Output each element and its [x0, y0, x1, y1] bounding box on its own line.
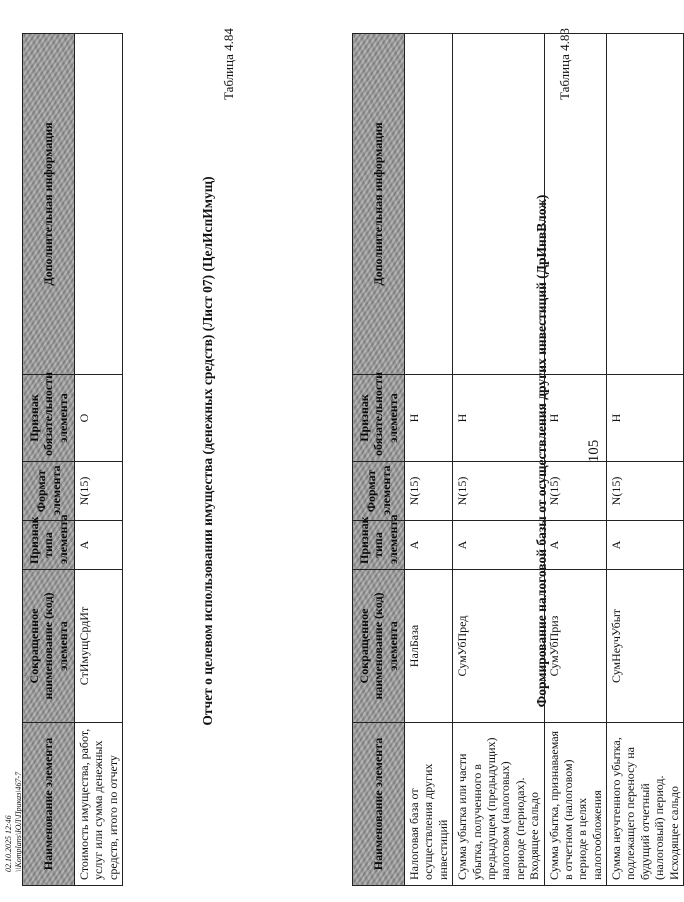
table-caption: Отчет о целевом использовании имущества (денежных средств) (Лист 07) (ЦелИспИмущ): [200, 176, 215, 726]
table-cell: О: [75, 375, 123, 462]
column-header: Признак типа элемента: [353, 521, 405, 570]
table-cell: А: [453, 521, 544, 570]
column-header: Признак обязательности элемента: [353, 375, 405, 462]
table-cell: [453, 34, 544, 375]
column-header: Формат элемента: [353, 462, 405, 521]
table-cell: СумУбПред: [453, 570, 544, 723]
table-row: [405, 34, 453, 886]
footer-timestamp: 02.10.2025 12:46: [4, 815, 13, 872]
table-cell: N(15): [544, 462, 607, 521]
table-cell: Н: [544, 375, 607, 462]
table-cell: Сумма убытка, признаваемая в отчетном (налоговом) периоде в целях налогообложения: [544, 723, 607, 886]
column-header: Сокращенное наименование (код) элемента: [23, 570, 75, 723]
column-header: Наименование элемента: [353, 723, 405, 886]
table-cell: А: [405, 521, 453, 570]
table-cell: N(15): [405, 462, 453, 521]
table-cell: N(15): [75, 462, 123, 521]
table-cell: Сумма убытка или части убытка, полученного в предыдущем (предыдущих) налоговом (налоговых) периоде (периодах). Входящее сальдо: [453, 723, 544, 886]
table-row: [75, 34, 123, 886]
table-row: [453, 34, 544, 886]
footer-path: \\Komplans\ЮЛ\Приказ\467-7: [13, 771, 23, 872]
data-table: [22, 33, 123, 886]
column-header: Наименование элемента: [23, 723, 75, 886]
table-cell: СумУбПриз: [544, 570, 607, 723]
table-cell: Н: [453, 375, 544, 462]
table-header-row: [353, 34, 405, 886]
table-cell: [75, 34, 123, 375]
table-caption: Формирование налоговой базы от осуществления других инвестиций (ДрИнвВлож): [534, 194, 549, 708]
column-header: Дополнительная информация: [23, 34, 75, 375]
table-cell: [544, 34, 607, 375]
table-cell: А: [75, 521, 123, 570]
table-cell: [405, 34, 453, 375]
table-label: Таблица 4.83: [557, 28, 572, 100]
table-header-row: [23, 34, 75, 886]
table-cell: СтИмущСрдИт: [75, 570, 123, 723]
table-cell: Налоговая база от осуществления других инвестиций: [405, 723, 453, 886]
table-row: [544, 34, 607, 886]
page-number: 105: [586, 439, 602, 463]
table-cell: Н: [607, 375, 684, 462]
data-table: [352, 33, 684, 886]
table-label: Таблица 4.84: [221, 28, 236, 100]
table-cell: НалБаза: [405, 570, 453, 723]
table-cell: N(15): [607, 462, 684, 521]
column-header: Дополнительная информация: [353, 34, 405, 375]
table-cell: [607, 34, 684, 375]
column-header: Формат элемента: [23, 462, 75, 521]
column-header: Сокращенное наименование (код) элемента: [353, 570, 405, 723]
column-header: Признак обязательности элемента: [23, 375, 75, 462]
table-cell: N(15): [453, 462, 544, 521]
table-cell: А: [607, 521, 684, 570]
table-cell: Сумма неучтенного убытка, подлежащего переносу на будущий отчетный (налоговый) период. Исходящее сальдо: [607, 723, 684, 886]
table-cell: Стоимость имущества, работ, услуг или сумма денежных средств, итого по отчету: [75, 723, 123, 886]
table-cell: А: [544, 521, 607, 570]
table-row: [607, 34, 684, 886]
table-cell: СумНеучУбыт: [607, 570, 684, 723]
column-header: Признак типа элемента: [23, 521, 75, 570]
footer-note: [4, 772, 23, 872]
table-cell: Н: [405, 375, 453, 462]
